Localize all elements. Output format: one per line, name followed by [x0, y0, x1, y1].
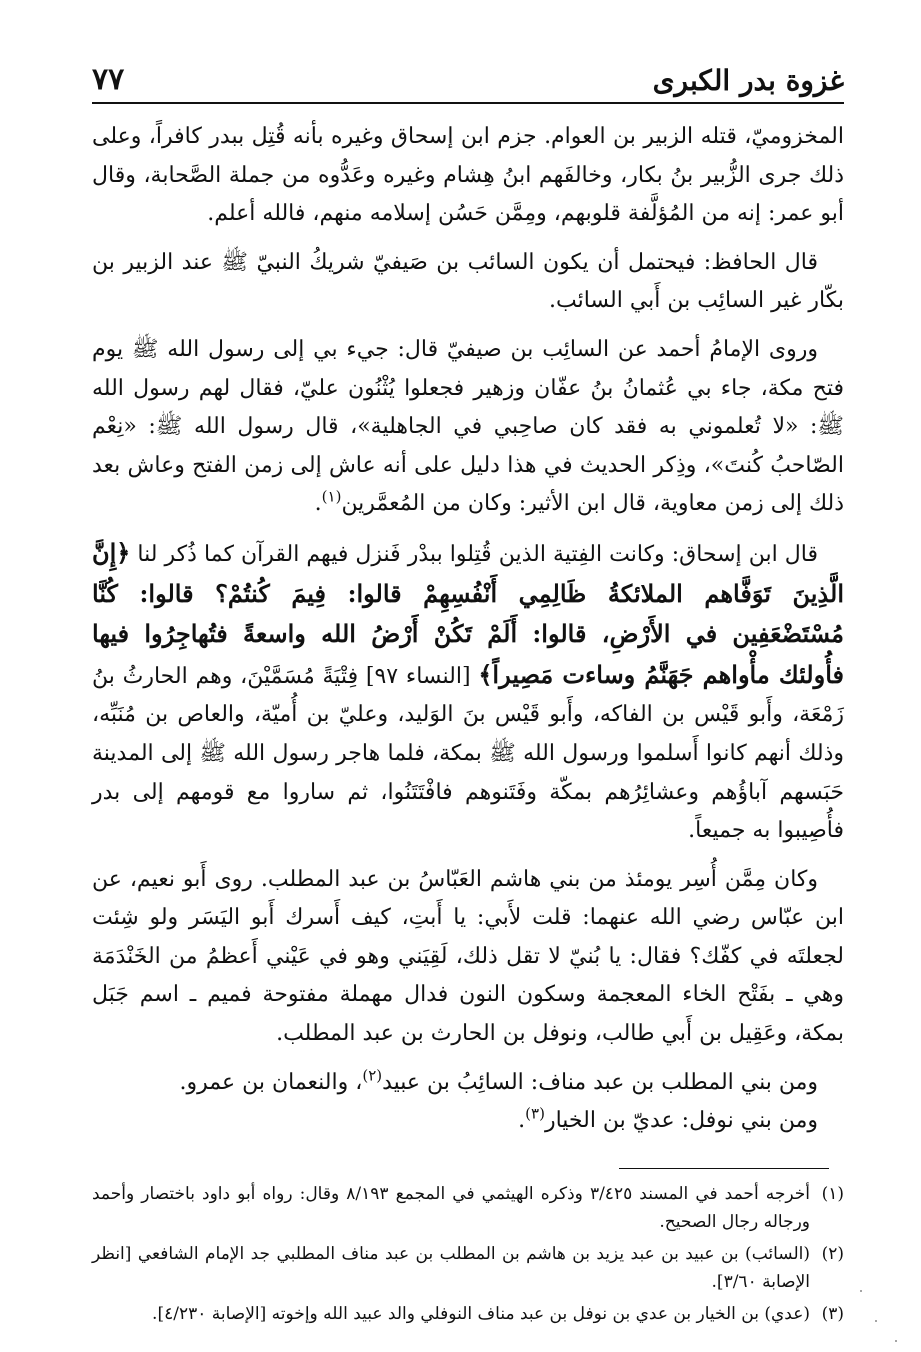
footnote-ref-1[interactable]: (١) — [321, 488, 342, 507]
paragraph-7 — [92, 1102, 844, 1141]
paragraph-7-text: ومن بني نوفل: عديّ بن الخيار — [544, 1108, 818, 1134]
footnote-1 — [92, 1180, 844, 1236]
quran-verse: ﴿إِنَّ الَّذِينَ تَوَفَّاهم الملائكةُ ظَالِمِي أَنْفُسِهِمْ قالوا: فِيمَ كُنتُمْ؟ قالوا: كُنَّا مُسْتَضْعَفِين في الأَرْضِ، قالوا: أَلَمْ تَكُنْ أَرْضُ الله واسعةً فتُهاجِرُوا فيها فأُولئك مأْواهم جَهَنَّمُ وساءت مَصِيراً﴾ — [92, 537, 844, 689]
paragraph-7-rest: . — [518, 1108, 526, 1134]
paragraph-5: وكان مِمَّن أُسِر يومئذ من بني هاشم العَبّاسُ بن عبد المطلب. روى أَبو نعيم، عن ابن عبّاس رضي الله عنهما: قلت لأَبي: يا أَبتِ، كيف أَسرك أَبو اليَسَر ولو شِئت لجعلتَه في كفّك؟ فقال: يا بُنيّ لا تقل ذلك، لَقِيَني وهو في عَيْني أَعظمُ من الخَنْدَمَة وهي ـ بفَتْح الخاء المعجمة وسكون النون فدال مهملة مفتوحة فميم ـ اسم جَبَل بمكة، وعَقِيل بن أَبي طالب، ونوفل بن الحارث بن عبد المطلب. — [92, 866, 844, 1047]
paragraph-6-rest: ، والنعمان بن عمرو. — [179, 1069, 363, 1095]
paragraph-3-text: وروى الإمامُ أحمد عن السائِب بن صيفيّ قال: جيء بي إلى رسول الله ﷺ يوم فتح مكة، جاء بي عُثمانُ بنُ عفّان وزهير فجعلوا يُثْنُون عليّ، فقال لهم رسول الله ﷺ: «لا تُعلموني به فقد كان صاحِبي في الجاهلية»، قال رسول الله ﷺ: «نِعْم الصّاحبُ كُنتَ»، وذِكر الحديث في هذا دليل على أنه عاش إلى زمن الفتح وعاش بعد ذلك إلى زمن معاوية، قال ابن الأثير: وكان من المُعمَّرين — [92, 336, 844, 517]
paragraph-6 — [92, 1064, 844, 1103]
paragraph-4 — [92, 534, 844, 851]
scan-speck — [860, 1290, 862, 1292]
main-text — [92, 118, 844, 1141]
footnote-divider — [619, 1168, 829, 1169]
footnote-3 — [92, 1300, 844, 1328]
paragraph-4-rest: [النساء ٩٧] فِتْيَةً مُسَمَّيْنَ، وهم الحارثُ بنُ زَمْعَة، وأَبو قَيْس بن الفاكه، وأَبو قَيْس بنَ الوَليد، وعليّ بن أُميّة، والعاص بن مُنَبِّه، وذلك أنهم كانوا أَسلموا ورسول الله ﷺ بمكة، فلما هاجر رسول الله ﷺ إلى المدينة حَبَسهم آباؤُهم وعشائِرُهم بمكّة وفَتَنوهم فافْتَتَنُوا، ثم ساروا مع قومهم إلى بدر فأُصِيبوا به جميعاً. — [92, 663, 844, 844]
footnote-ref-3[interactable]: (٣) — [525, 1104, 545, 1123]
chapter-title: غزوة بدر الكبرى — [652, 64, 844, 97]
paragraph-4-intro: قال ابن إسحاق: وكانت الفِتية الذين قُتِلوا ببدْر فَنزل فيهم القرآن كما ذُكر لنا — [130, 541, 818, 567]
footnote-ref-2[interactable]: (٢) — [362, 1066, 383, 1085]
footnote-number: (١) — [821, 1184, 844, 1204]
paragraph-1: المخزوميّ، قتله الزبير بن العوام. جزم ابن إسحاق وغيره بأنه قُتِل ببدر كافراً، وعلى ذلك جرى الزُّبير بنُ بكار، وخالفَهم ابنُ هِشام وغيره وعَدُّوه من جملة الصَّحابة، وقال أبو عمر: إنه من المُؤلَّفة قلوبهم، ومِمَّن حَسُن إسلامه منهم، فالله أعلم. — [92, 124, 844, 227]
paragraph-2: قال الحافظ: فيحتمل أن يكون السائب بن صَيفيّ شريكُ النبيّ ﷺ عند الزبير بن بكّار غير السائِب بن أَبي السائب. — [92, 249, 844, 314]
paragraph-3 — [92, 331, 844, 524]
scan-speck — [875, 1320, 877, 1322]
footnotes — [92, 1180, 844, 1332]
footnote-2 — [92, 1240, 844, 1296]
footnote-number: (٣) — [821, 1304, 844, 1324]
footnote-text: (السائب) بن عبيد بن عبد يزيد بن هاشم بن المطلب بن عبد مناف المطلبي جد الإمام الشافعي [انظر الإصابة ٣/٦٠]. — [92, 1244, 810, 1292]
footnote-number: (٢) — [821, 1244, 844, 1264]
footnote-text: (عدي) بن الخيار بن عدي بن نوفل بن عبد مناف النوفلي والد عبيد الله وإخوته [الإصابة ٤/٢٣٠]. — [152, 1304, 810, 1324]
scan-speck — [895, 1340, 897, 1342]
running-header — [92, 52, 844, 104]
page-number: ٧٧ — [92, 62, 125, 97]
footnote-text: أخرجه أحمد في المسند ٣/٤٢٥ وذكره الهيثمي في المجمع ٨/١٩٣ وقال: رواه أبو داود باختصار وأحمد ورجاله رجال الصحيح. — [92, 1184, 810, 1232]
paragraph-3-end: . — [314, 491, 322, 517]
paragraph-6-text: ومن بني المطلب بن عبد مناف: السائِبُ بن عبيد — [382, 1069, 818, 1095]
